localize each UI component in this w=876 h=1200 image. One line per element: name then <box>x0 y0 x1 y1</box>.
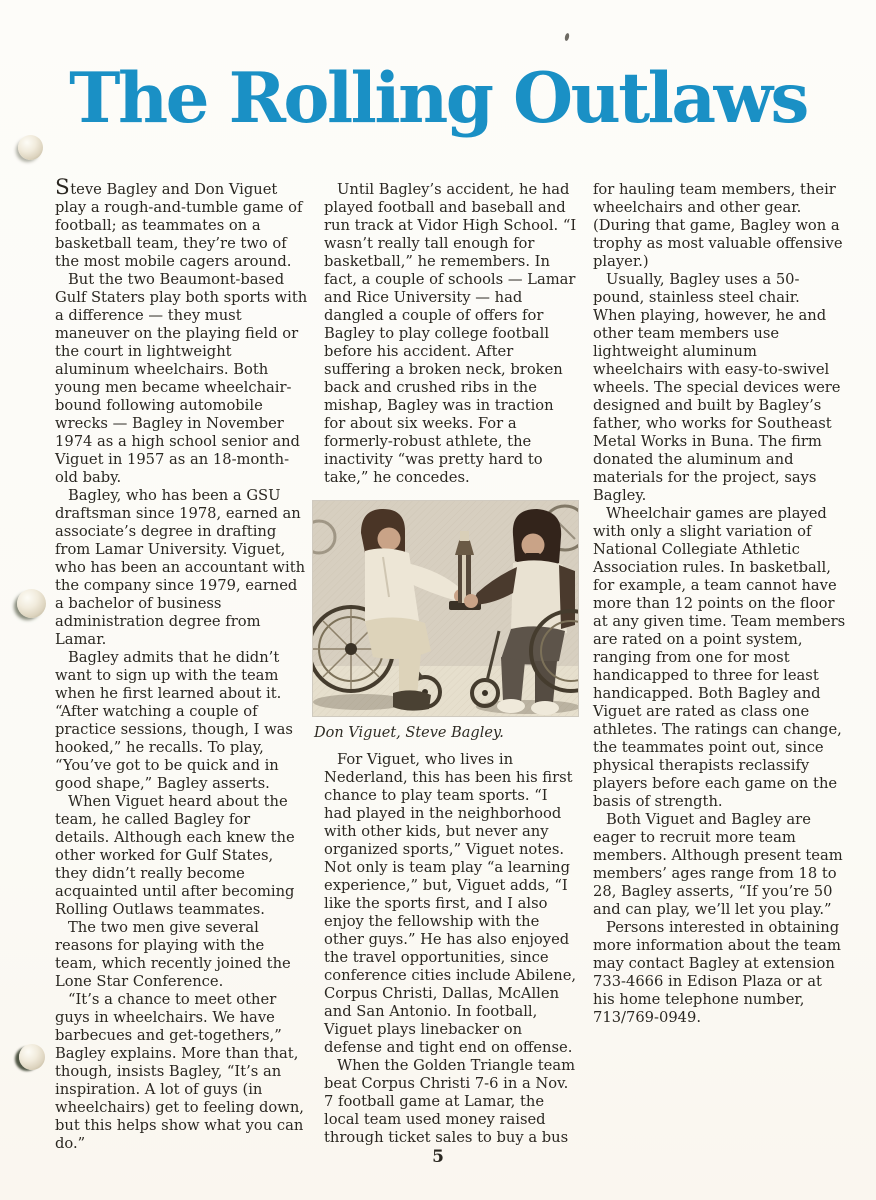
margin-ball-middle <box>17 589 46 618</box>
article-photo <box>312 500 577 742</box>
photo-caption: Don Viguet, Steve Bagley. <box>314 725 504 741</box>
article-columns <box>55 175 847 1153</box>
column-2 <box>314 181 578 1153</box>
paragraph: Bagley admits that he didn’t want to sign up with the team when he first learned about it. “After watching a couple of practice sessions, though, I was hooked,” he recalls. To play, “You’ve got to be quick and in good shape,” Bagley asserts. <box>55 649 293 792</box>
paragraph: Bagley, who has been a GSU draftsman since 1978, earned an associate’s degree in drafting from Lamar University. Viguet, who has been an accountant with the company since 1979, earned a bachelor of business administration degree from Lamar. <box>55 487 306 648</box>
paragraph: Both Viguet and Bagley are eager to recruit more team members. Although present team members’ ages range from 18 to 28, Bagley asserts, “If you’re 50 and can play, we’ll let you play.” <box>593 811 843 918</box>
column-3 <box>593 181 847 1153</box>
article-title: The Rolling Outlaws <box>69 58 807 139</box>
paragraph: For Viguet, who lives in Nederland, this has been his first chance to play team sports. “I had played in the neighborhood with other kids, but never any organized sports,” Viguet notes. Not only is team play “a learning experience,” but, Viguet adds, “I like the sports first, and I also enjoy the fellowship with the other guys.” He has also enjoyed the travel opportunities, since conference cities include Abilene, Corpus Christi, Dallas, McAllen and San Antonio. In football, Viguet plays linebacker on defense and tight end on offense. <box>324 751 577 1056</box>
paragraph: “It’s a chance to meet other guys in wheelchairs. We have barbecues and get-togethers,” Bagley explains. More than that, though, insists Bagley, “It’s an inspiration. A lot of guys (in wheelchairs) get to feeling down, but this helps show what you can do.” <box>55 991 304 1152</box>
paragraph: The two men give several reasons for playing with the team, which recently joined the Lone Star Conference. <box>55 919 291 990</box>
page-number: 5 <box>432 1147 444 1167</box>
wheelchair-trophy-photo-illustration <box>312 500 579 717</box>
lead-paragraph-text: teve Bagley and Don Viguet play a rough-and-tumble game of football; as teammates on a basketball team, they’re two of the most mobile cagers around. <box>55 181 303 270</box>
paragraph: When Viguet heard about the team, he called Bagley for details. Although each knew the other worked for Gulf States, they didn’t really become acquainted until after becoming Rolling Outlaws teammates. <box>55 793 295 918</box>
drop-cap: S <box>55 175 71 200</box>
paragraph: Wheelchair games are played with only a slight variation of National Collegiate Athletic Association rules. In basketball, for example, a team cannot have more than 12 points on the floor at any given time. Team members are rated on a point system, ranging from one for most handicapped to three for least handicapped. Both Bagley and Viguet are rated as class one athletes. The ratings can change, the teammates point out, since physical therapists reclassify players before each game on the basis of strength. <box>593 505 846 810</box>
column-1 <box>55 175 309 1153</box>
lead-paragraph <box>55 175 309 271</box>
paragraph: Until Bagley’s accident, he had played football and baseball and run track at Vidor High School. “I wasn’t really tall enough for basketball,” he remembers. In fact, a couple of schools — Lamar and Rice University — had dangled a couple of offers for Bagley to play college football before his accident. After suffering a broken neck, broken back and crushed ribs in the mishap, Bagley was in traction for about six weeks. For a formerly-robust athlete, the inactivity “was pretty hard to take,” he concedes. <box>324 181 577 486</box>
paragraph: But the two Beaumont-based Gulf Staters play both sports with a difference — they must maneuver on the playing field or the court in lightweight aluminum wheelchairs. Both young men became wheelchair-bound following automobile wrecks — Bagley in November 1974 as a high school senior and Viguet in 1957 as an 18-month-old baby. <box>55 271 308 486</box>
paragraph: When the Golden Triangle team beat Corpus Christi 7-6 in a Nov. 7 football game at Lamar, the local team used money raised through ticket sales to buy a bus <box>324 1057 576 1146</box>
paragraph: for hauling team members, their wheelchairs and other gear. (During that game, Bagley won a trophy as most valuable offensive player.) <box>593 181 843 270</box>
paragraph: Usually, Bagley uses a 50-pound, stainless steel chair. When playing, however, he and other team members use lightweight aluminum wheelchairs with easy-to-swivel wheels. The special devices were designed and built by Bagley’s father, who works for Southeast Metal Works in Buna. The firm donated the aluminum and materials for the project, says Bagley. <box>593 271 841 504</box>
scan-speck <box>564 33 570 42</box>
paragraph: Persons interested in obtaining more information about the team may contact Bagley at extension 733-4666 in Edison Plaza or at his home telephone number, 713/769-0949. <box>593 919 841 1026</box>
margin-ball-bottom <box>19 1044 45 1070</box>
